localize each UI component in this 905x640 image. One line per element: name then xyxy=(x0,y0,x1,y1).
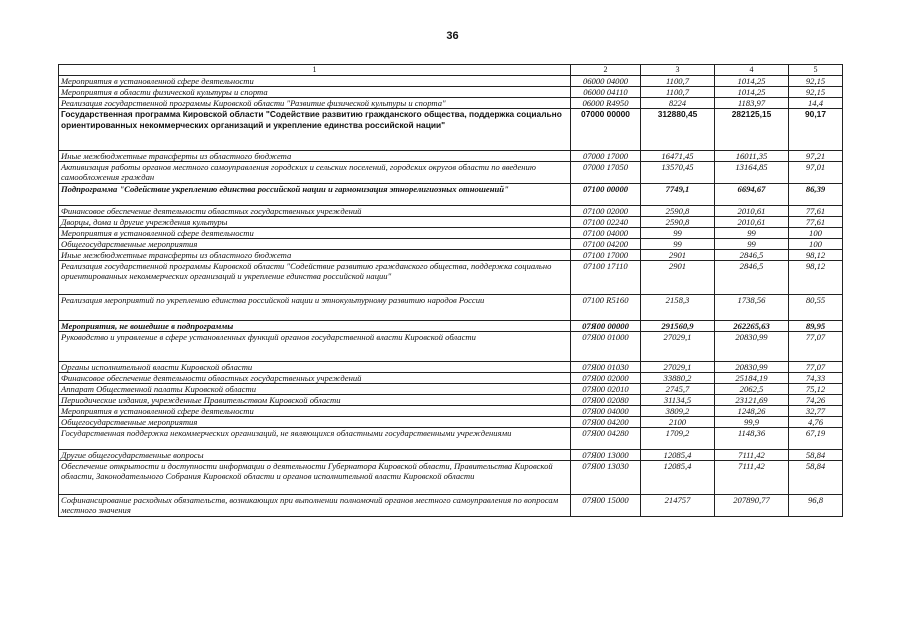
row-value-col4: 262265,63 xyxy=(715,321,789,332)
table-row xyxy=(59,461,843,495)
row-name-cell: Мероприятия в установленной сфере деятельности xyxy=(59,228,571,239)
row-code-cell: 07000 00000 xyxy=(571,109,641,151)
table-row xyxy=(59,362,843,373)
row-name-cell: Активизация работы органов местного самоуправления городских и сельских поселений, городских округов области по введению самообложения граждан xyxy=(59,162,571,184)
row-value-col4: 99,9 xyxy=(715,417,789,428)
row-name-cell: Реализация государственной программы Кировской области "Содействие развитию гражданского общества, поддержка социально ориентированных некоммерческих организаций и укрепление единства российской нации" xyxy=(59,261,571,295)
row-name-cell: Финансовое обеспечение деятельности областных государственных учреждений xyxy=(59,206,571,217)
row-value-col4: 2846,5 xyxy=(715,250,789,261)
table-row xyxy=(59,184,843,206)
row-code-cell: 06000 R4950 xyxy=(571,98,641,109)
row-value-col4: 25184,19 xyxy=(715,373,789,384)
header-row xyxy=(59,65,843,76)
table-row xyxy=(59,228,843,239)
header-col-1: 1 xyxy=(59,65,571,76)
row-code-cell: 07Я00 00000 xyxy=(571,321,641,332)
row-value-col4: 23121,69 xyxy=(715,395,789,406)
row-value-col3: 7749,1 xyxy=(641,184,715,206)
budget-table xyxy=(58,64,843,517)
row-name-cell: Периодические издания, учрежденные Правительством Кировской области xyxy=(59,395,571,406)
row-code-cell: 06000 04110 xyxy=(571,87,641,98)
row-name-cell: Подпрограмма "Содействие укреплению единства российской нации и гармонизация этнорелигиозных отношений" xyxy=(59,184,571,206)
row-value-col5: 100 xyxy=(789,239,843,250)
row-value-col5: 92,15 xyxy=(789,76,843,87)
header-col-5: 5 xyxy=(789,65,843,76)
row-value-col4: 20830,99 xyxy=(715,332,789,362)
row-name-cell: Органы исполнительной власти Кировской области xyxy=(59,362,571,373)
row-value-col3: 2745,7 xyxy=(641,384,715,395)
row-value-col4: 2062,5 xyxy=(715,384,789,395)
table-row xyxy=(59,417,843,428)
table-row xyxy=(59,250,843,261)
row-value-col3: 214757 xyxy=(641,495,715,517)
table-row xyxy=(59,395,843,406)
row-value-col4: 7111,42 xyxy=(715,450,789,461)
row-value-col5: 67,19 xyxy=(789,428,843,450)
row-name-cell: Софинансирование расходных обязательств, возникающих при выполнении полномочий органов местного самоуправления по вопросам местного значения xyxy=(59,495,571,517)
row-value-col3: 2590,8 xyxy=(641,206,715,217)
row-value-col3: 1100,7 xyxy=(641,76,715,87)
row-code-cell: 07Я00 15000 xyxy=(571,495,641,517)
row-code-cell: 07Я00 02000 xyxy=(571,373,641,384)
row-value-col4: 2846,5 xyxy=(715,261,789,295)
header-col-3: 3 xyxy=(641,65,715,76)
row-value-col3: 31134,5 xyxy=(641,395,715,406)
row-value-col3: 2100 xyxy=(641,417,715,428)
table-row xyxy=(59,98,843,109)
table-row xyxy=(59,406,843,417)
row-value-col5: 74,33 xyxy=(789,373,843,384)
row-code-cell: 06000 04000 xyxy=(571,76,641,87)
row-value-col4: 1014,25 xyxy=(715,87,789,98)
row-name-cell: Руководство и управление в сфере установленных функций органов государственной власти Кировской области xyxy=(59,332,571,362)
row-code-cell: 07100 02240 xyxy=(571,217,641,228)
row-name-cell: Мероприятия, не вошедшие в подпрограммы xyxy=(59,321,571,332)
row-name-cell: Мероприятия в установленной сфере деятельности xyxy=(59,406,571,417)
row-value-col3: 2901 xyxy=(641,261,715,295)
row-value-col3: 312880,45 xyxy=(641,109,715,151)
row-name-cell: Обеспечение открытости и доступности информации о деятельности Губернатора Кировской области, Правительства Кировской области, Законодательного Собрания Кировской области и органов исполнительной власти Кировской области xyxy=(59,461,571,495)
row-name-cell: Государственная программа Кировской области "Содействие развитию гражданского общества, поддержка социально ориентированных некоммерческих организаций и укрепление единства российской нации" xyxy=(59,109,571,151)
row-code-cell: 07Я00 02010 xyxy=(571,384,641,395)
table-body xyxy=(59,76,843,517)
row-value-col3: 1100,7 xyxy=(641,87,715,98)
row-value-col3: 1709,2 xyxy=(641,428,715,450)
row-value-col3: 12085,4 xyxy=(641,461,715,495)
row-name-cell: Государственная поддержка некоммерческих организаций, не являющихся областными государственными учреждениями xyxy=(59,428,571,450)
row-name-cell: Иные межбюджетные трансферты из областного бюджета xyxy=(59,250,571,261)
row-name-cell: Общегосударственные мероприятия xyxy=(59,417,571,428)
table-header xyxy=(59,65,843,76)
table-row xyxy=(59,206,843,217)
row-name-cell: Дворцы, дома и другие учреждения культуры xyxy=(59,217,571,228)
table-row xyxy=(59,151,843,162)
row-value-col5: 92,15 xyxy=(789,87,843,98)
table-row xyxy=(59,109,843,151)
row-code-cell: 07Я00 04280 xyxy=(571,428,641,450)
row-value-col3: 291560,9 xyxy=(641,321,715,332)
row-code-cell: 07100 00000 xyxy=(571,184,641,206)
row-value-col5: 58,84 xyxy=(789,450,843,461)
row-value-col3: 27029,1 xyxy=(641,332,715,362)
row-code-cell: 07Я00 01030 xyxy=(571,362,641,373)
row-value-col3: 3809,2 xyxy=(641,406,715,417)
row-value-col4: 16011,35 xyxy=(715,151,789,162)
row-value-col4: 1014,25 xyxy=(715,76,789,87)
row-value-col5: 90,17 xyxy=(789,109,843,151)
row-code-cell: 07Я00 02080 xyxy=(571,395,641,406)
table-row xyxy=(59,321,843,332)
row-value-col5: 96,8 xyxy=(789,495,843,517)
row-value-col4: 207890,77 xyxy=(715,495,789,517)
row-value-col5: 89,95 xyxy=(789,321,843,332)
row-value-col5: 32,77 xyxy=(789,406,843,417)
row-value-col3: 2158,3 xyxy=(641,295,715,321)
row-value-col3: 99 xyxy=(641,239,715,250)
row-value-col4: 282125,15 xyxy=(715,109,789,151)
row-value-col4: 2010,61 xyxy=(715,206,789,217)
row-code-cell: 07Я00 13000 xyxy=(571,450,641,461)
row-value-col5: 97,01 xyxy=(789,162,843,184)
row-value-col3: 99 xyxy=(641,228,715,239)
table-row xyxy=(59,217,843,228)
row-name-cell: Реализация мероприятий по укреплению единства российской нации и этнокультурному развитию народов России xyxy=(59,295,571,321)
row-value-col5: 77,07 xyxy=(789,332,843,362)
row-code-cell: 07Я00 04200 xyxy=(571,417,641,428)
row-value-col5: 77,61 xyxy=(789,206,843,217)
row-code-cell: 07Я00 04000 xyxy=(571,406,641,417)
row-code-cell: 07100 R5160 xyxy=(571,295,641,321)
row-value-col4: 2010,61 xyxy=(715,217,789,228)
row-value-col4: 1148,36 xyxy=(715,428,789,450)
row-name-cell: Иные межбюджетные трансферты из областного бюджета xyxy=(59,151,571,162)
row-value-col5: 86,39 xyxy=(789,184,843,206)
header-col-4: 4 xyxy=(715,65,789,76)
row-value-col4: 99 xyxy=(715,239,789,250)
table-row xyxy=(59,428,843,450)
row-code-cell: 07100 04200 xyxy=(571,239,641,250)
row-value-col5: 98,12 xyxy=(789,250,843,261)
row-value-col3: 27029,1 xyxy=(641,362,715,373)
row-value-col4: 1248,26 xyxy=(715,406,789,417)
row-name-cell: Аппарат Общественной палаты Кировской области xyxy=(59,384,571,395)
row-value-col4: 7111,42 xyxy=(715,461,789,495)
table-row xyxy=(59,495,843,517)
table-row xyxy=(59,162,843,184)
row-name-cell: Мероприятия в области физической культуры и спорта xyxy=(59,87,571,98)
row-code-cell: 07100 17000 xyxy=(571,250,641,261)
row-value-col5: 4,76 xyxy=(789,417,843,428)
table-row xyxy=(59,384,843,395)
row-value-col3: 13570,45 xyxy=(641,162,715,184)
table-row xyxy=(59,450,843,461)
row-code-cell: 07000 17000 xyxy=(571,151,641,162)
row-name-cell: Другие общегосударственные вопросы xyxy=(59,450,571,461)
row-value-col5: 58,84 xyxy=(789,461,843,495)
row-code-cell: 07Я00 01000 xyxy=(571,332,641,362)
row-value-col5: 80,55 xyxy=(789,295,843,321)
row-value-col4: 1183,97 xyxy=(715,98,789,109)
page-number: 36 xyxy=(446,30,459,42)
row-value-col4: 1738,56 xyxy=(715,295,789,321)
table-row xyxy=(59,295,843,321)
row-name-cell: Общегосударственные мероприятия xyxy=(59,239,571,250)
row-value-col3: 16471,45 xyxy=(641,151,715,162)
row-value-col3: 2590,8 xyxy=(641,217,715,228)
row-code-cell: 07100 02000 xyxy=(571,206,641,217)
row-value-col3: 12085,4 xyxy=(641,450,715,461)
table-row xyxy=(59,373,843,384)
row-value-col5: 100 xyxy=(789,228,843,239)
row-value-col3: 33880,2 xyxy=(641,373,715,384)
row-name-cell: Мероприятия в установленной сфере деятельности xyxy=(59,76,571,87)
table-row xyxy=(59,87,843,98)
row-value-col5: 77,61 xyxy=(789,217,843,228)
row-value-col5: 14,4 xyxy=(789,98,843,109)
row-value-col4: 99 xyxy=(715,228,789,239)
row-code-cell: 07100 04000 xyxy=(571,228,641,239)
row-value-col5: 97,21 xyxy=(789,151,843,162)
row-value-col3: 8224 xyxy=(641,98,715,109)
row-value-col5: 75,12 xyxy=(789,384,843,395)
row-value-col3: 2901 xyxy=(641,250,715,261)
table-row xyxy=(59,76,843,87)
row-value-col5: 77,07 xyxy=(789,362,843,373)
row-code-cell: 07Я00 13030 xyxy=(571,461,641,495)
row-name-cell: Финансовое обеспечение деятельности областных государственных учреждений xyxy=(59,373,571,384)
row-name-cell: Реализация государственной программы Кировской области "Развитие физической культуры и спорта" xyxy=(59,98,571,109)
row-value-col5: 74,26 xyxy=(789,395,843,406)
table-row xyxy=(59,261,843,295)
row-value-col4: 13164,85 xyxy=(715,162,789,184)
table-row xyxy=(59,239,843,250)
header-col-2: 2 xyxy=(571,65,641,76)
row-code-cell: 07000 17050 xyxy=(571,162,641,184)
row-value-col4: 20830,99 xyxy=(715,362,789,373)
table-row xyxy=(59,332,843,362)
row-value-col5: 98,12 xyxy=(789,261,843,295)
row-value-col4: 6694,67 xyxy=(715,184,789,206)
row-code-cell: 07100 17110 xyxy=(571,261,641,295)
